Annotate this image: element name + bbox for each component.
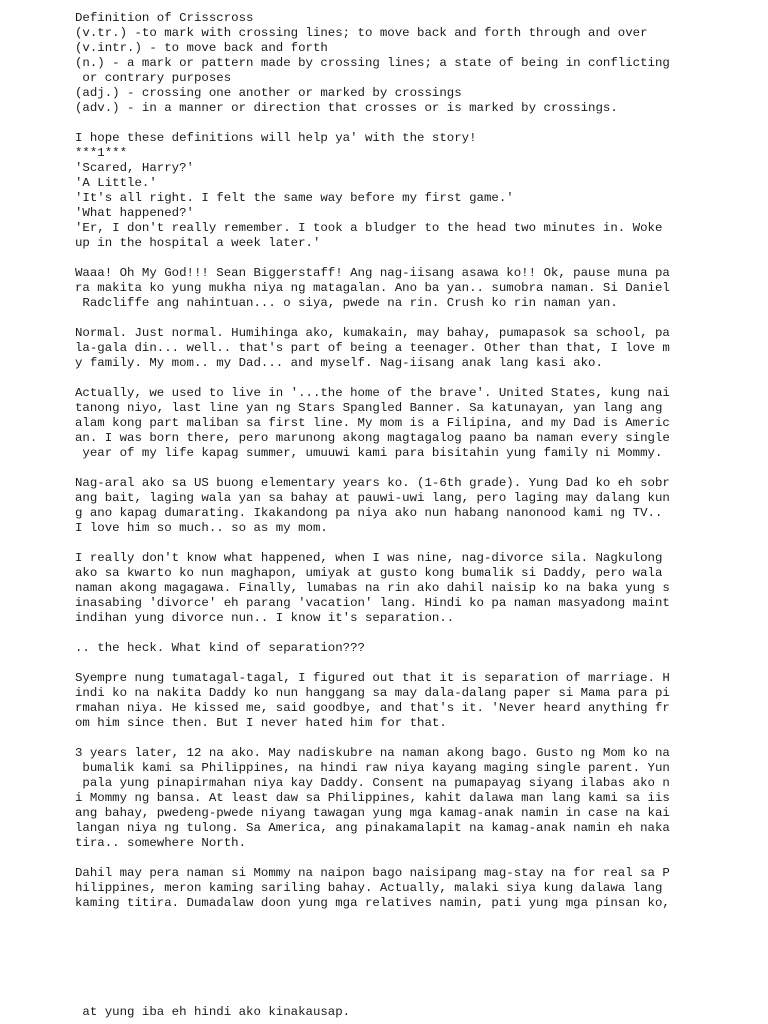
text-line: Nag-aral ako sa US buong elementary years ko. (1-6th grade). Yung Dad ko eh sobr [75, 476, 670, 490]
text-line: or contrary purposes [75, 71, 232, 85]
text-line: hilippines, meron kaming sariling bahay. Actually, malaki siya kung dalawa lang [75, 881, 663, 895]
text-line: 'A Little.' [75, 176, 157, 190]
text-line: Dahil may pera naman si Mommy na naipon bago naisipang mag-stay na for real sa P [75, 866, 670, 880]
text-line: 'It's all right. I felt the same way before my first game.' [75, 191, 514, 205]
text-line: (adj.) - crossing one another or marked by crossings [75, 86, 462, 100]
text-line: .. the heck. What kind of separation??? [75, 641, 365, 655]
text-line: Syempre nung tumatagal-tagal, I figured out that it is separation of marriage. H [75, 671, 670, 685]
text-line: naman akong magagawa. Finally, lumabas na rin ako dahil naisip ko na baka yung s [75, 581, 670, 595]
text-line: tanong niyo, last line yan ng Stars Spangled Banner. Sa katunayan, yan lang ang [75, 401, 663, 415]
text-line: pala yung pinapirmahan niya kay Daddy. Consent na pumapayag siyang ilabas ako n [75, 776, 670, 790]
text-line: ***1*** [75, 146, 128, 160]
text-line: langan niya ng tulong. Sa America, ang pinakamalapit na kamag-anak namin eh naka [75, 821, 670, 835]
text-line: I love him so much.. so as my mom. [75, 521, 328, 535]
text-line: 'Scared, Harry?' [75, 161, 194, 175]
text-line: year of my life kapag summer, umuuwi kami para bisitahin yung family ni Mommy. [75, 446, 663, 460]
paragraph [75, 476, 765, 536]
text-line: tira.. somewhere North. [75, 836, 247, 850]
text-line: I really don't know what happened, when I was nine, nag-divorce sila. Nagkulong [75, 551, 663, 565]
text-line: om him since then. But I never hated him for that. [75, 716, 447, 730]
text-line: ang bait, laging wala yan sa bahay at pauwi-uwi lang, pero laging may dalang kun [75, 491, 670, 505]
text-line: Normal. Just normal. Humihinga ako, kumakain, may bahay, pumapasok sa school, pa [75, 326, 670, 340]
paragraph [75, 641, 765, 656]
paragraph [75, 326, 765, 371]
text-line: ang bahay, pwedeng-pwede niyang tawagan yung mga kamag-anak namin in case na kai [75, 806, 670, 820]
paragraph [75, 746, 765, 851]
text-line: g ano kapag dumarating. Ikakandong pa niya ako nun habang nanonood kami ng TV.. [75, 506, 663, 520]
text-line: (v.intr.) - to move back and forth [75, 41, 328, 55]
text-line: i Mommy ng bansa. At least daw sa Philippines, kahit dalawa man lang kami sa iis [75, 791, 670, 805]
text-line: (adv.) - in a manner or direction that crosses or is marked by crossings. [75, 101, 618, 115]
text-line: (v.tr.) -to mark with crossing lines; to move back and forth through and over [75, 26, 648, 40]
text-line: la-gala din... well.. that's part of being a teenager. Other than that, I love m [75, 341, 670, 355]
text-line: ra makita ko yung mukha niya ng matagalan. Ano ba yan.. sumobra naman. Si Daniel [75, 281, 670, 295]
text-line: Actually, we used to live in '...the home of the brave'. United States, kung nai [75, 386, 670, 400]
text-line: 3 years later, 12 na ako. May nadiskubre na naman akong bago. Gusto ng Mom ko na [75, 746, 670, 760]
paragraph [75, 386, 765, 461]
paragraph [75, 11, 765, 116]
text-line: 'Er, I don't really remember. I took a bludger to the head two minutes in. Woke [75, 221, 663, 235]
text-line: (n.) - a mark or pattern made by crossing lines; a state of being in conflicting [75, 56, 670, 70]
text-line: inasabing 'divorce' eh parang 'vacation' lang. Hindi ko pa naman masyadong maint [75, 596, 670, 610]
text-line: ako sa kwarto ko nun maghapon, umiyak at gusto kong bumalik si Daddy, pero wala [75, 566, 663, 580]
text-line: y family. My mom.. my Dad... and myself. Nag-iisang anak lang kasi ako. [75, 356, 603, 370]
paragraph [75, 266, 765, 311]
paragraph [75, 866, 765, 911]
continuation-line: at yung iba eh hindi ako kinakausap. [75, 1005, 351, 1019]
text-line: rmahan niya. He kissed me, said goodbye, and that's it. 'Never heard anything fr [75, 701, 670, 715]
text-line: alam kong part maliban sa first line. My mom is a Filipina, and my Dad is Americ [75, 416, 670, 430]
text-line: an. I was born there, pero marunong akong magtagalog paano ba naman every single [75, 431, 670, 445]
text-line: Waaa! Oh My God!!! Sean Biggerstaff! Ang nag-iisang asawa ko!! Ok, pause muna pa [75, 266, 670, 280]
text-line: Radcliffe ang nahintuan... o siya, pwede na rin. Crush ko rin naman yan. [75, 296, 618, 310]
paragraph [75, 551, 765, 626]
text-line: Definition of Crisscross [75, 11, 254, 25]
text-line: 'What happened?' [75, 206, 194, 220]
paragraph [75, 131, 765, 251]
text-line: indi ko na nakita Daddy ko nun hanggang sa may dala-dalang paper si Mama para pi [75, 686, 670, 700]
text-line: up in the hospital a week later.' [75, 236, 321, 250]
text-line: I hope these definitions will help ya' with the story! [75, 131, 477, 145]
text-line: kaming titira. Dumadalaw doon yung mga relatives namin, pati yung mga pinsan ko, [75, 896, 670, 910]
text-line: indihan yung divorce nun.. I know it's separation.. [75, 611, 455, 625]
document-body [75, 11, 765, 926]
paragraph [75, 671, 765, 731]
text-line: bumalik kami sa Philippines, na hindi raw niya kayang maging single parent. Yun [75, 761, 670, 775]
